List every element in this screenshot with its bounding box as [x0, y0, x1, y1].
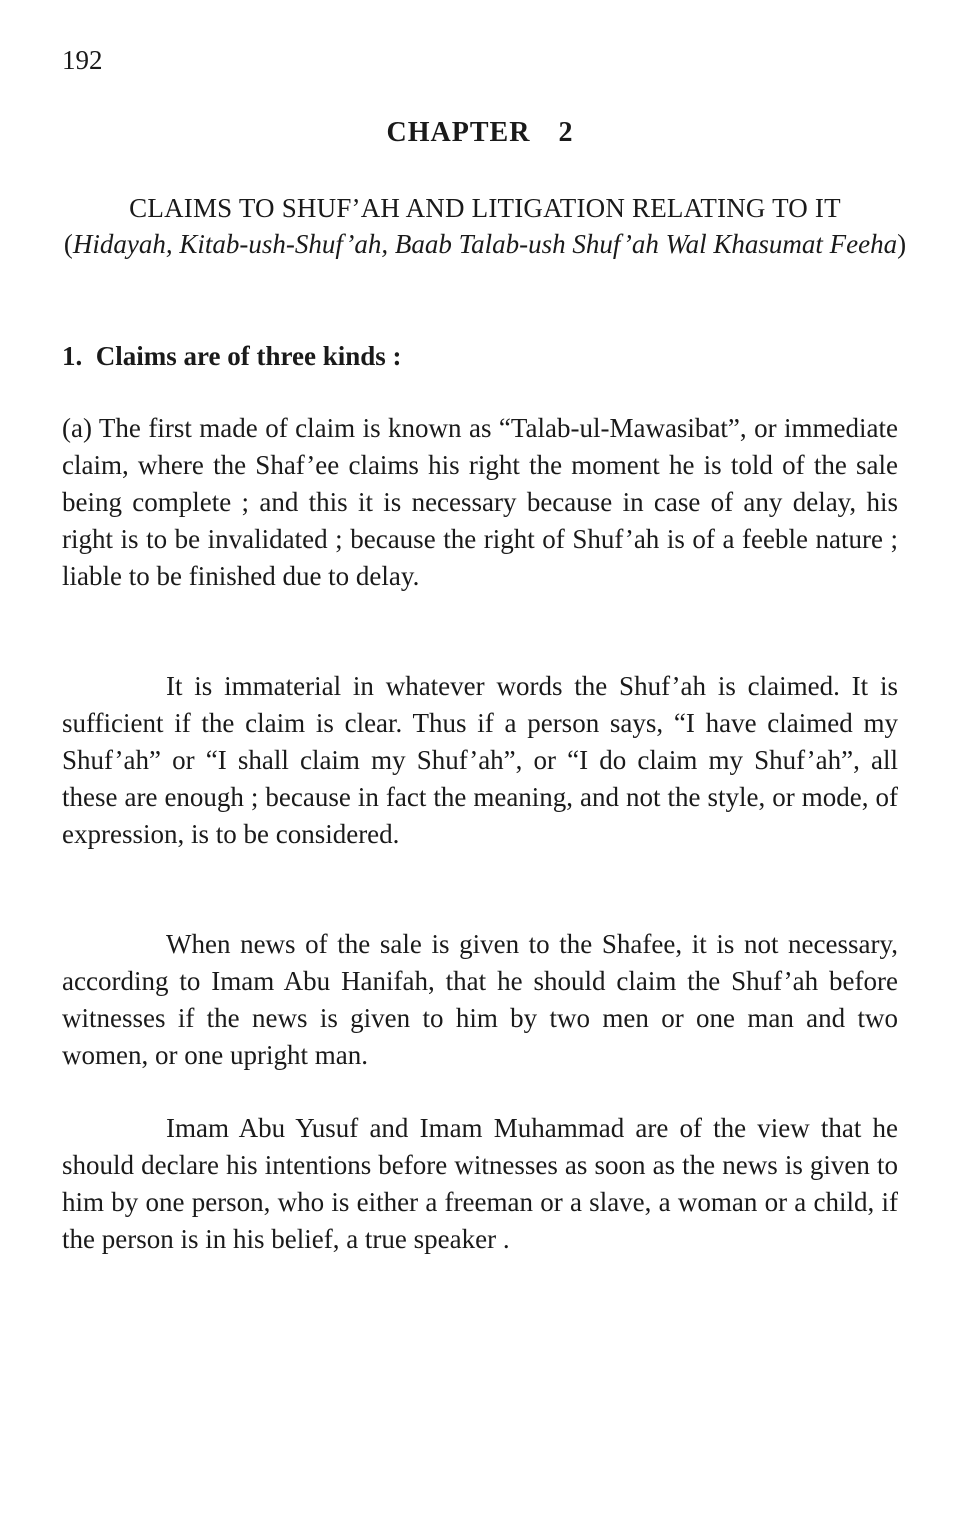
section-heading: 1. Claims are of three kinds :	[62, 341, 402, 371]
paragraph-abu-yusuf-muhammad: Imam Abu Yusuf and Imam Muhammad are of the view that he should declare his intentions before witnesses as soon as the news is given to him by one person, who is either a freeman or a slave, a woman or a child, if the person is in his belief, a true speaker .	[62, 1113, 898, 1254]
chapter-title: CHAPTER 2	[386, 117, 574, 148]
page-number: 192	[62, 45, 103, 75]
paragraph-words-of-claim: It is immaterial in whatever words the Shuf’ah is claimed. It is sufficient if the claim is clear. Thus if a person says, “I have claimed my Shuf’ah” or “I shall claim my Shuf’ah”, or “I do claim my Shuf’ah”, all these are enough ; because in fact the meaning, and not the style, or mode, of expression, is to be considered.	[62, 671, 898, 849]
paragraph-claim-a: (a) The first made of claim is known as “Talab-ul-Mawasibat”, or immediate claim, where the Shaf’ee claims his right the moment he is told of the sale being complete ; and this it is necessary because in case of any delay, his right is to be invalidated ; because the right of Shuf’ah is of a feeble nature ; liable to be finished due to delay.	[62, 413, 898, 591]
citation-close-paren: )	[897, 229, 907, 259]
citation-open-paren: (	[63, 229, 73, 259]
heading-citation	[62, 226, 908, 262]
heading-title: CLAIMS TO SHUF’AH AND LITIGATION RELATING TO IT	[129, 193, 841, 223]
paragraph-abu-hanifah: When news of the sale is given to the Shafee, it is not necessary, according to Imam Abu Hanifah, that he should claim the Shuf’ah before witnesses if the news is given to him by two men or one man and two women, or one upright man.	[62, 929, 898, 1070]
citation-text: Hidayah, Kitab-ush-Shuf’ah, Baab Talab-ush Shuf’ah Wal Khasumat Feeha	[72, 229, 898, 259]
chapter-heading	[62, 190, 908, 262]
